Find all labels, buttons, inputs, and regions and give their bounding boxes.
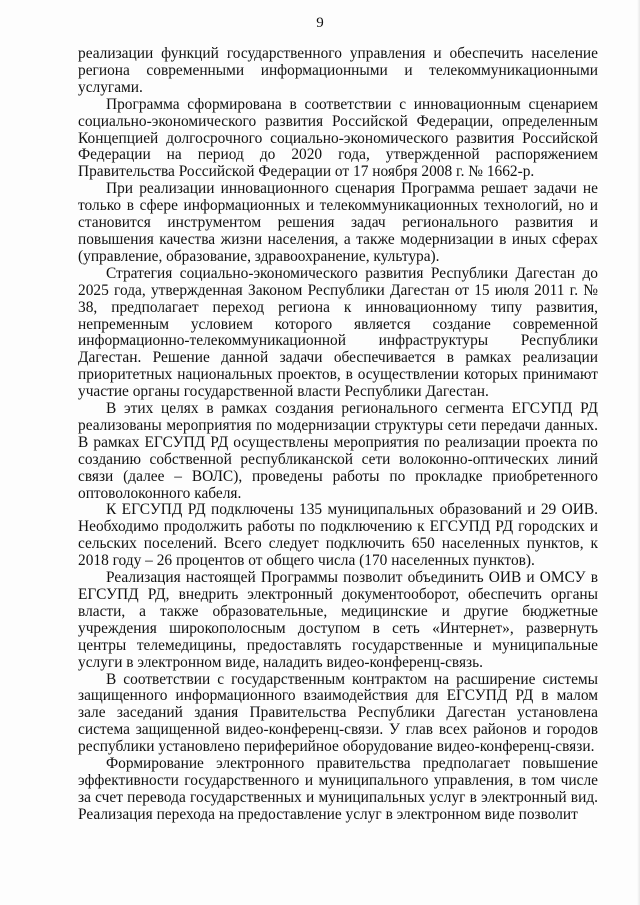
paragraph-e-government: Формирование электронного правительства предполагает повышение эффективности государственного и муниципального управления, в том числе за счет перевода государственных и муниципальных услуг в электронный вид. Реализация перехода на предоставление услуг в электронном виде позволит [78,755,598,823]
body-text [78,46,598,824]
paragraph-development-strategy: Стратегия социально-экономического развития Республики Дагестан до 2025 года, утвержденная Законом Республики Дагестан от 15 июля 2011 г. № 38, предполагает переход региона к инновационному типу развития, непременным условием которого является создание современной информационно-телекоммуникационной инфраструктуры Республики Дагестан. Решение данной задачи обеспечивается в рамках реализации приоритетных национальных проектов, в осуществлении которых принимают участие органы государственной власти Республики Дагестан. [78,264,598,401]
paragraph-innovation-scenario: При реализации инновационного сценария Программа решает задачи не только в сфере информационных и телекоммуникационных технологий, но и становится инструментом решения задач регионального развития и повышения качества жизни населения, а также модернизации в иных сферах (управление, образование, здравоохранение, культура). [78,180,598,265]
paragraph-network-segment: В этих целях в рамках создания регионального сегмента ЕГСУПД РД реализованы мероприятия по модернизации структуры сети передачи данных. В рамках ЕГСУПД РД осуществлены мероприятия по реализации проекта по созданию собственной республиканской сети волоконно-оптических линий связи (далее – ВОЛС), проведены работы по прокладке приобретенного оптоволоконного кабеля. [78,400,598,502]
paragraph-program-implementation: Реализация настоящей Программы позволит объединить ОИВ и ОМСУ в ЕГСУПД РД, внедрить электронный документооборот, обеспечить органы власти, а также образовательные, медицинские и другие бюджетные учреждения широкополосным доступом в сеть «Интернет», развернуть центры телемедицины, предоставлять государственные и муниципальные услуги в электронном виде, наладить видео-конференц-связь. [78,569,598,671]
paragraph-program-formation: Программа сформирована в соответствии с инновационным сценарием социально-экономического развития Российской Федерации, определенным Концепцией долгосрочного социально-экономического развития Российской Федерации на период до 2020 года, утвержденной распоряжением Правительства Российской Федерации от 17 ноября 2008 г. № 1662-р. [78,95,598,181]
page-number: 9 [316,15,324,31]
paragraph-continuation: реализации функций государственного управления и обеспечить население региона современными информационными и телекоммуникационными услугами. [78,45,598,96]
paragraph-connected-municipalities: К ЕГСУПД РД подключены 135 муниципальных образований и 29 ОИВ. Необходимо продолжить работы по подключению к ЕГСУПД РД городских и сельских поселений. Всего следует подключить 650 населенных пунктов, к 2018 году – 26 процентов от общего числа (170 населенных пунктов). [78,501,598,570]
paragraph-video-conference: В соответствии с государственным контрактом на расширение системы защищенного информационного взаимодействия для ЕГСУПД РД в малом зале заседаний здания Правительства Республики Дагестан установлена система защищенной видео-конференц-связи. У глав всех районов и городов республики установлено периферийное оборудование видео-конференц-связи. [78,670,598,756]
